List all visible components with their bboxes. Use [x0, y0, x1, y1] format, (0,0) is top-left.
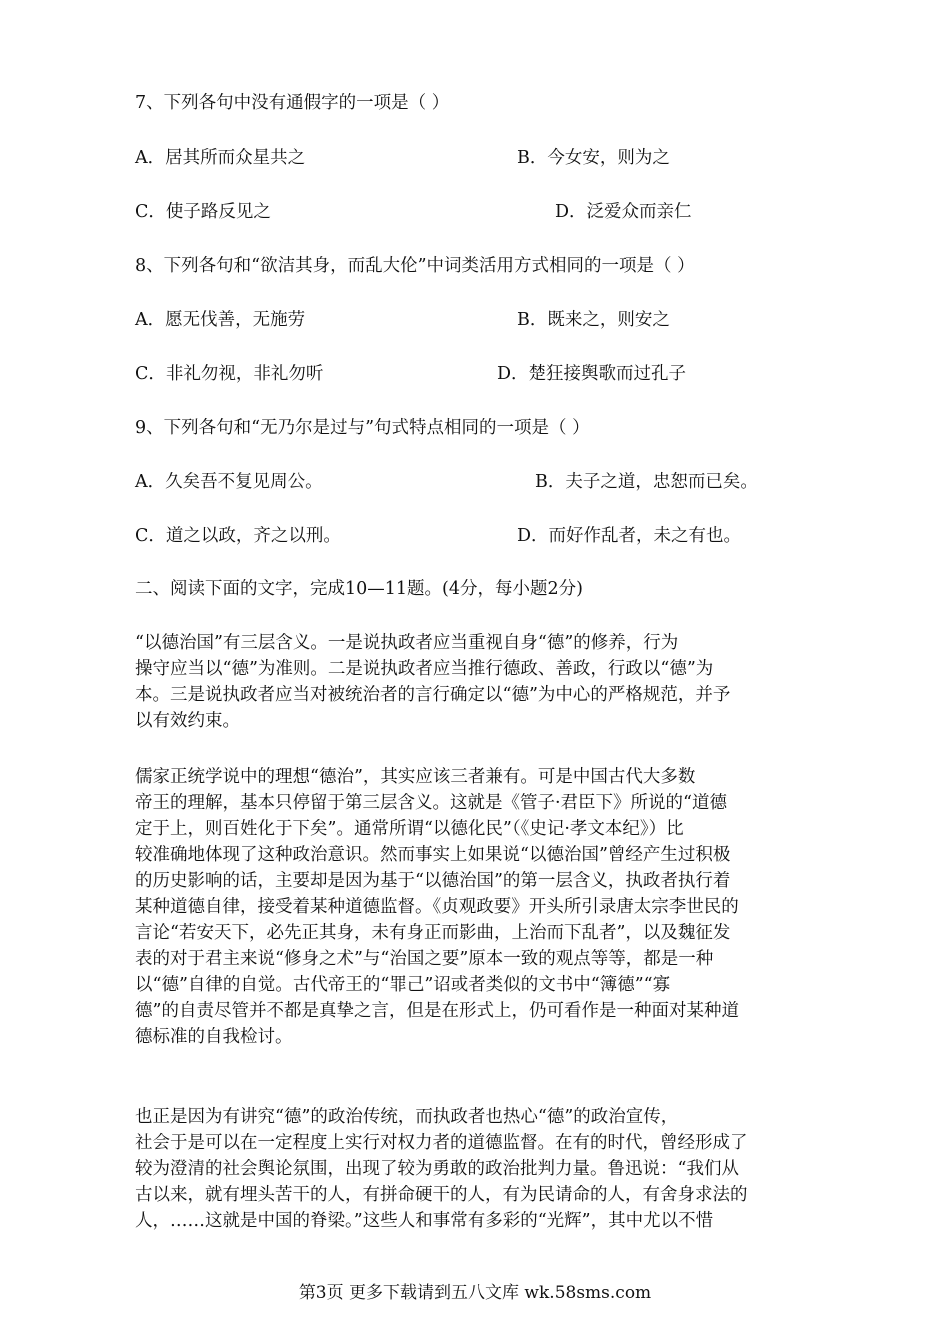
- passage-line: 以“德”自律的自觉。古代帝王的“罪己”诏或者类似的文书中“簿德”“寡: [135, 975, 671, 995]
- question-9-option-d: D．而好作乱者，未之有也。: [517, 526, 742, 546]
- passage-line: 操守应当以“德”为准则。二是说执政者应当推行德政、善政，行政以“德”为: [135, 659, 714, 679]
- passage-paragraph-2: [135, 764, 815, 1050]
- passage-line: 德标准的自我检讨。: [135, 1027, 293, 1047]
- question-7-option-c: C．使子路反见之: [135, 202, 271, 222]
- passage-line: 定于上，则百姓化于下矣”。通常所谓“以德化民”（《史记·孝文本纪》）比: [135, 819, 684, 839]
- question-8-option-d: D．楚狂接舆歌而过孔子: [497, 364, 687, 384]
- passage-line: 以有效约束。: [135, 711, 240, 731]
- passage-line: 言论“若安天下，必先正其身，未有身正而影曲，上治而下乱者”，以及魏征发: [135, 923, 731, 943]
- passage-line: 较准确地体现了这种政治意识。然而事实上如果说“以德治国”曾经产生过积极: [135, 845, 731, 865]
- passage-paragraph-3: [135, 1104, 815, 1234]
- passage-line: 的历史影响的话，主要却是因为基于“以德治国”的第一层含义，执政者执行着: [135, 871, 731, 891]
- question-7-option-b: B．今女安，则为之: [517, 148, 670, 168]
- question-8-option-b: B．既来之，则安之: [517, 310, 670, 330]
- question-7-option-d: D．泛爱众而亲仁: [555, 202, 692, 222]
- question-9-option-a: A．久矣吾不复见周公。: [135, 472, 323, 492]
- section-heading: 二、阅读下面的文字，完成10—11题。(4分，每小题2分): [135, 579, 583, 599]
- passage-line: 表的对于君主来说“修身之术”与“治国之要”原本一致的观点等等，都是一种: [135, 949, 714, 969]
- passage-line: 社会于是可以在一定程度上实行对权力者的道德监督。在有的时代，曾经形成了: [135, 1133, 748, 1153]
- passage-line: 人，……这就是中国的脊梁。”这些人和事常有多彩的“光辉”，其中尤以不惜: [135, 1211, 714, 1231]
- passage-line: 帝王的理解，基本只停留于第三层含义。这就是《管子·君臣下》所说的“道德: [135, 793, 728, 813]
- passage-line: 较为澄清的社会舆论氛围，出现了较为勇敢的政治批判力量。鲁迅说：“我们从: [135, 1159, 739, 1179]
- passage-line: 古以来，就有埋头苦干的人，有拼命硬干的人，有为民请命的人，有舍身求法的: [135, 1185, 748, 1205]
- question-7-option-a: A．居其所而众星共之: [135, 148, 306, 168]
- passage-line: 某种道德自律，接受着某种道德监督。《贞观政要》开头所引录唐太宗李世民的: [135, 897, 739, 917]
- question-9-option-c: C．道之以政，齐之以刑。: [135, 526, 341, 546]
- page-footer: 第3页 更多下载请到五八文库 wk.58sms.com: [298, 1283, 652, 1303]
- passage-line: 本。三是说执政者应当对被统治者的言行确定以“德”为中心的严格规范，并予: [135, 685, 731, 705]
- passage-line: 儒家正统学说中的理想“德治”，其实应该三者兼有。可是中国古代大多数: [135, 767, 696, 787]
- passage-line: 德”的自责尽管并不都是真挚之言，但是在形式上，仍可看作是一种面对某种道: [135, 1001, 739, 1021]
- passage-line: “以德治国”有三层含义。一是说执政者应当重视自身“德”的修养，行为: [135, 633, 679, 653]
- question-9-option-b: B．夫子之道，忠恕而已矣。: [535, 472, 758, 492]
- passage-line: 也正是因为有讲究“德”的政治传统，而执政者也热心“德”的政治宣传，: [135, 1107, 679, 1127]
- question-7-stem: 7、下列各句中没有通假字的一项是（ ）: [135, 93, 450, 113]
- question-8-option-c: C．非礼勿视，非礼勿听: [135, 364, 324, 384]
- question-8-option-a: A．愿无伐善，无施劳: [135, 310, 306, 330]
- question-9-stem: 9、下列各句和“无乃尔是过与”句式特点相同的一项是（ ）: [135, 418, 590, 438]
- question-8-stem: 8、下列各句和“欲洁其身，而乱大伦”中词类活用方式相同的一项是（ ）: [135, 256, 695, 276]
- passage-paragraph-1: [135, 630, 815, 734]
